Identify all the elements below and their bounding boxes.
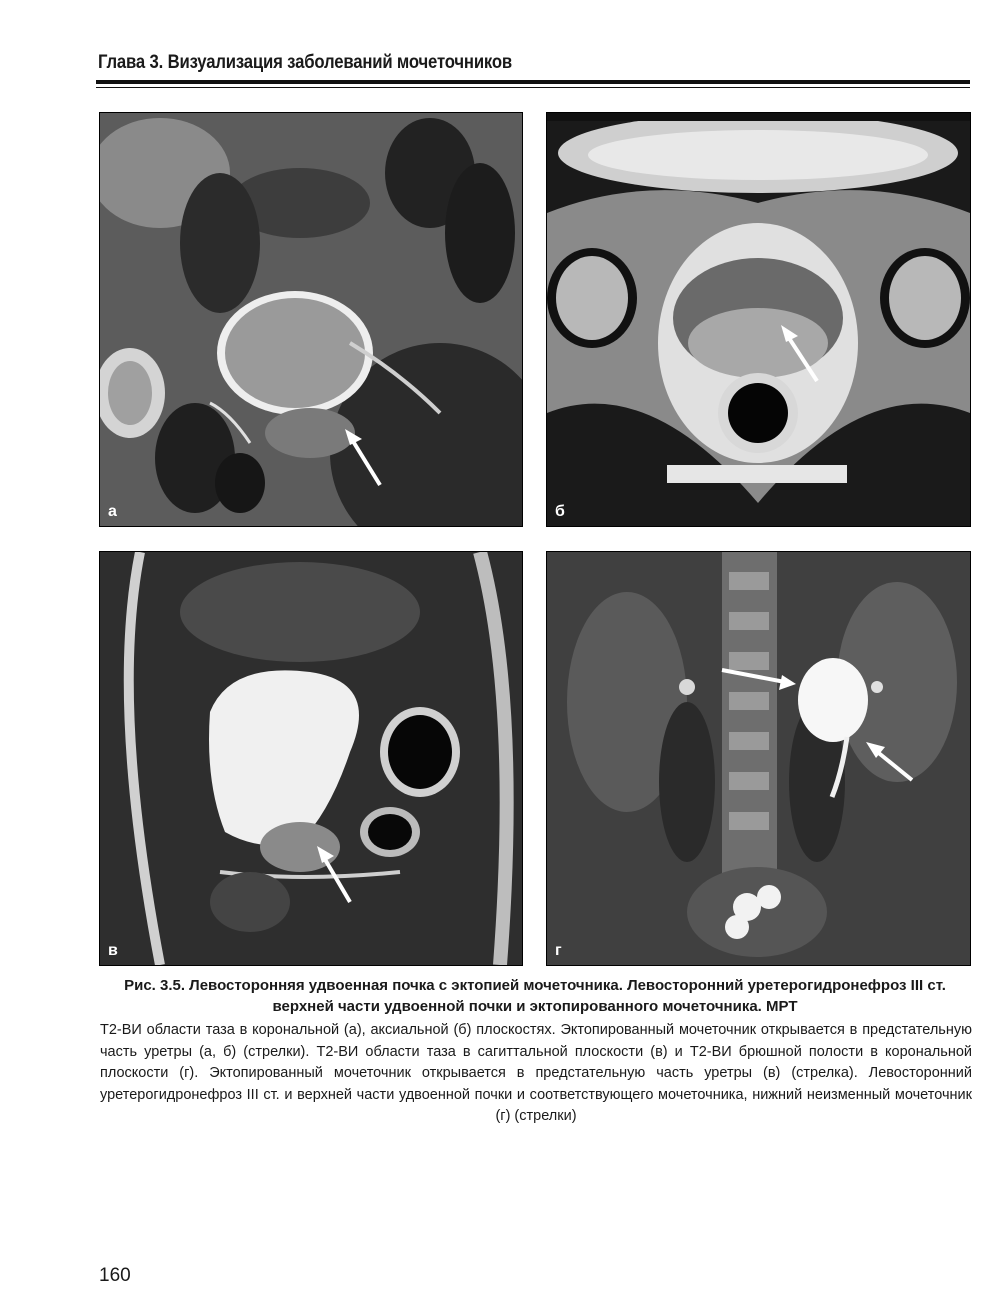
mri-image-coronal-pelvis	[100, 113, 522, 526]
header-rule-thin	[96, 87, 970, 88]
mri-panel-a	[99, 112, 523, 527]
mri-image-axial-pelvis	[547, 113, 970, 526]
figure-caption-body: Т2-ВИ области таза в корональной (а), аксиальной (б) плоскостях. Эктопированный мочеточник открывается в предстательную часть уретры (а, б) (стрелки). Т2-ВИ области таза в сагиттальной плоскости (в) и Т2-ВИ брюшной полости в корональной плоскости (г). Эктопированный мочеточник открывается в предстательную часть уретры (в) (стрелка). Левосторонний уретерогидронефроз III ст. и верхней части удвоенной почки и соответствующего мочеточника, нижний неизменный мочеточник (г) (стрелки)	[100, 1022, 972, 1124]
panel-letter-d: г	[555, 942, 562, 959]
page-number: 160	[99, 1265, 131, 1286]
panel-letter-a: а	[108, 503, 117, 520]
figure-caption-title: Рис. 3.5. Левосторонняя удвоенная почка с эктопией мочеточника. Левосторонний уретерогидронефроз III ст. верхней части удвоенной почки и эктопированного мочеточника. МРТ	[124, 977, 946, 1015]
mri-image-coronal-abdomen	[547, 552, 970, 965]
mri-panel-c	[99, 551, 523, 966]
mri-panel-d	[546, 551, 971, 966]
header-rule-thick	[96, 80, 970, 84]
mri-image-sagittal-pelvis	[100, 552, 522, 965]
panel-letter-b: б	[555, 503, 565, 520]
chapter-title: Глава 3. Визуализация заболеваний мочеточников	[98, 52, 513, 73]
panel-letter-c: в	[108, 942, 118, 959]
mri-panel-b	[546, 112, 971, 527]
